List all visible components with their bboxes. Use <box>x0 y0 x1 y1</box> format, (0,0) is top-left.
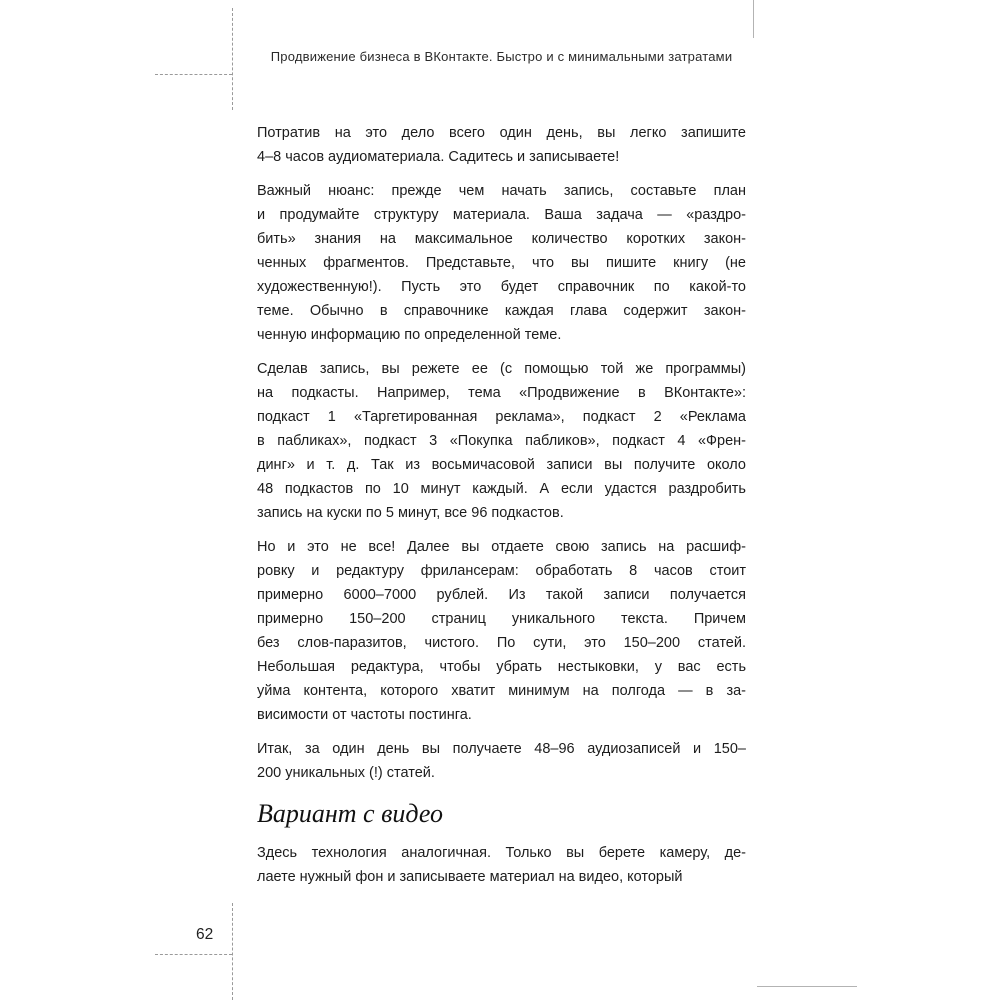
text-line: примерно 6000–7000 рублей. Из такой записи получается <box>257 587 746 603</box>
crop-mark-top-left-horizontal <box>155 74 232 75</box>
text-line: без слов-паразитов, чистого. По сути, это 150–200 статей. <box>257 635 746 651</box>
text-line: подкаст 1 «Таргетированная реклама», подкаст 2 «Реклама <box>257 409 746 425</box>
text-line: 200 уникальных (!) статей. <box>257 765 435 781</box>
paragraph <box>257 179 746 347</box>
crop-mark-bottom-left-vertical <box>232 903 233 1000</box>
text-line: Здесь технология аналогичная. Только вы берете камеру, де- <box>257 845 746 861</box>
text-line: в пабликах», подкаст 3 «Покупка пабликов», подкаст 4 «Френ- <box>257 433 746 449</box>
text-line: и продумайте структуру материала. Ваша задача — «раздро- <box>257 207 746 223</box>
text-line: бить» знания на максимальное количество коротких закон- <box>257 231 746 247</box>
text-line: Сделав запись, вы режете ее (с помощью той же программы) <box>257 361 746 377</box>
paragraph <box>257 357 746 525</box>
paragraph <box>257 535 746 727</box>
crop-mark-bottom-right-horizontal <box>757 986 857 987</box>
page-number: 62 <box>196 926 214 943</box>
text-line: 4–8 часов аудиоматериала. Садитесь и записываете! <box>257 149 620 165</box>
text-line: на подкасты. Например, тема «Продвижение в ВКонтакте»: <box>257 385 746 401</box>
text-line: 48 подкастов по 10 минут каждый. А если удастся раздробить <box>257 481 746 497</box>
text-line: Но и это не все! Далее вы отдаете свою запись на расшиф- <box>257 539 746 555</box>
running-header: Продвижение бизнеса в ВКонтакте. Быстро и с минимальными затратами <box>270 49 733 64</box>
text-line: лаете нужный фон и записываете материал на видео, который <box>257 869 683 885</box>
text-line: ченных фрагментов. Представьте, что вы пишите книгу (не <box>257 255 746 271</box>
paragraph <box>257 121 746 169</box>
crop-mark-top-left-vertical <box>232 8 233 110</box>
text-line: запись на куски по 5 минут, все 96 подкастов. <box>257 505 564 521</box>
crop-mark-top-right-vertical <box>753 0 754 38</box>
text-line: Важный нюанс: прежде чем начать запись, составьте план <box>257 183 746 199</box>
text-line: ченную информацию по определенной теме. <box>257 327 562 343</box>
text-line: теме. Обычно в справочнике каждая глава содержит закон- <box>257 303 746 319</box>
text-line: примерно 150–200 страниц уникального текста. Причем <box>257 611 746 627</box>
paragraph <box>257 737 746 785</box>
paragraph <box>257 841 746 889</box>
text-line: художественную!). Пусть это будет справочник по какой-то <box>257 279 746 295</box>
text-line: Потратив на это дело всего один день, вы легко запишите <box>257 125 746 141</box>
text-line: Итак, за один день вы получаете 48–96 аудиозаписей и 150– <box>257 741 746 757</box>
text-line: ровку и редактуру фрилансерам: обработать 8 часов стоит <box>257 563 746 579</box>
text-line: висимости от частоты постинга. <box>257 707 472 723</box>
text-line: динг» и т. д. Так из восьмичасовой записи вы получите около <box>257 457 746 473</box>
text-line: уйма контента, которого хватит минимум на полгода — в за- <box>257 683 746 699</box>
page-content <box>257 121 746 899</box>
section-heading: Вариант с видео <box>257 799 444 828</box>
text-line: Небольшая редактура, чтобы убрать нестыковки, у вас есть <box>257 659 746 675</box>
crop-mark-bottom-left-horizontal <box>155 954 232 955</box>
